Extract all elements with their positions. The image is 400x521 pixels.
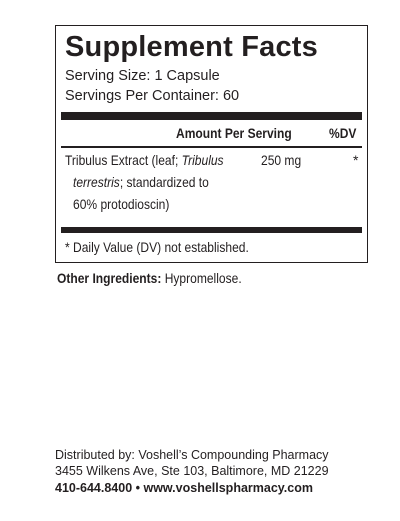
- servings-per-container: Servings Per Container: 60: [65, 88, 240, 104]
- ingredient-daily-value: *: [353, 152, 359, 168]
- supplement-facts-panel: [55, 25, 368, 263]
- ingredient-genus: Tribulus: [181, 152, 224, 168]
- ingredient-standardization: ; standardized to: [119, 174, 209, 190]
- other-ingredients-value: Hypromellose.: [161, 270, 242, 286]
- thick-divider-top: [61, 112, 362, 120]
- amount-per-serving-header: Amount Per Serving: [176, 125, 292, 141]
- thick-divider-bottom: [61, 227, 362, 233]
- ingredient-species: terrestris: [73, 174, 120, 190]
- distributor-name: Distributed by: Voshell’s Compounding Pharmacy: [55, 448, 329, 462]
- ingredient-name-line-2: [73, 172, 209, 192]
- thin-divider: [61, 146, 362, 148]
- ingredient-name-line-3: 60% protodioscin): [73, 196, 170, 212]
- other-ingredients-label: Other Ingredients:: [57, 270, 162, 286]
- other-ingredients: [57, 268, 242, 288]
- serving-size: Serving Size: 1 Capsule: [65, 68, 220, 84]
- facts-title: Supplement Facts: [65, 31, 318, 63]
- daily-value-footnote: * Daily Value (DV) not established.: [65, 239, 249, 255]
- distributor-contact: 410-644.8400 • www.voshellspharmacy.com: [55, 481, 313, 495]
- ingredient-name-prefix: Tribulus Extract (leaf;: [65, 152, 182, 168]
- ingredient-row: [65, 150, 361, 224]
- distributor-address: 3455 Wilkens Ave, Ste 103, Baltimore, MD 21229: [55, 464, 329, 478]
- ingredient-amount: 250 mg: [261, 152, 302, 168]
- daily-value-header: %DV: [329, 125, 357, 141]
- ingredient-name-line-1: [65, 150, 224, 170]
